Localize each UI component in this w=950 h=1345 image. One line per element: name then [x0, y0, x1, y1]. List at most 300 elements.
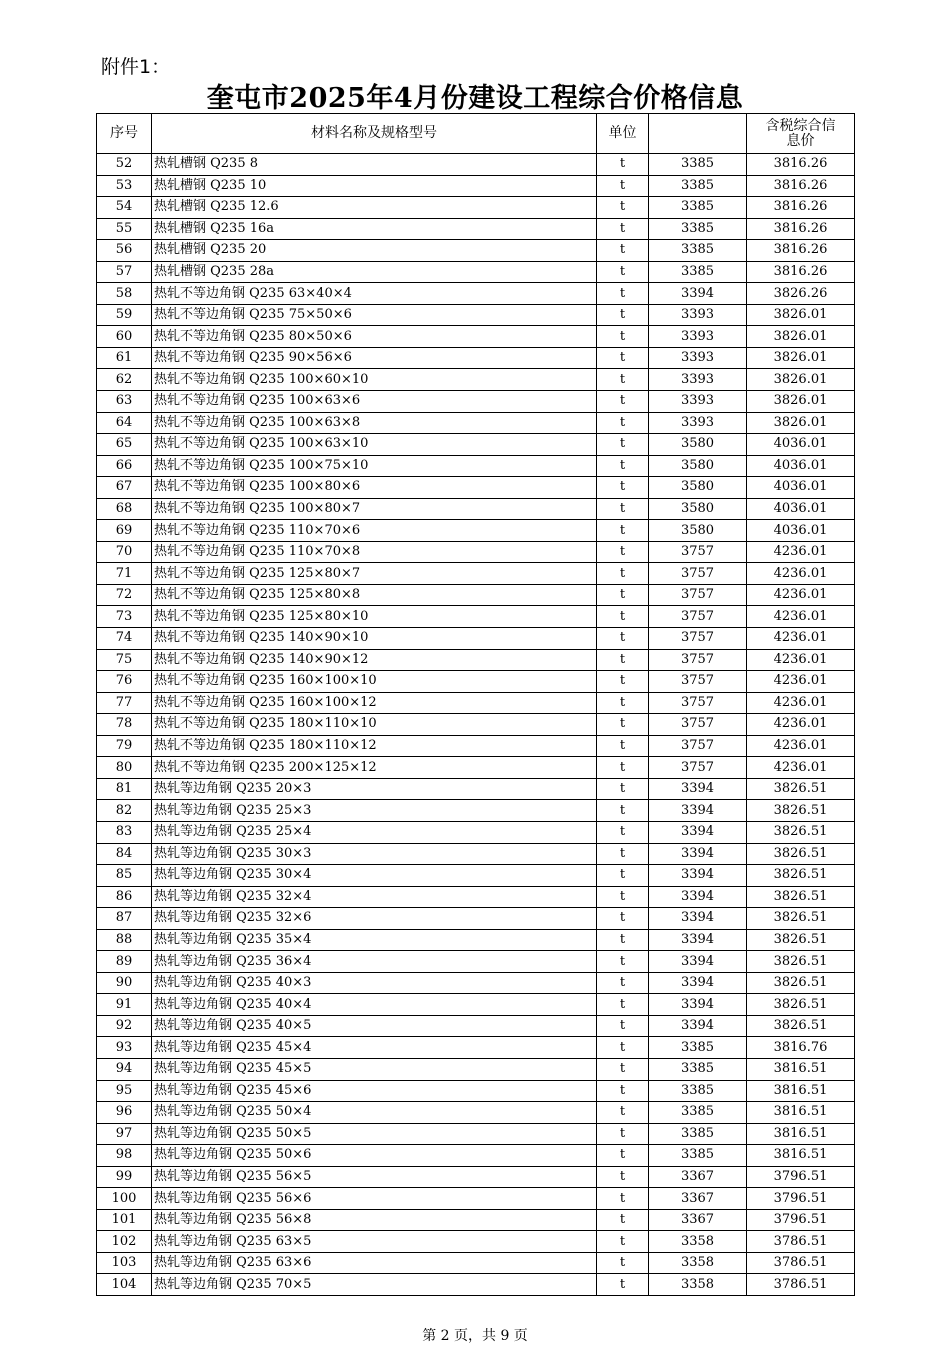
cell-price: 3816.26 [747, 154, 855, 176]
cell-no: 71 [97, 563, 152, 585]
cell-price: 3816.51 [747, 1058, 855, 1080]
cell-unit: t [597, 606, 649, 628]
cell-unit: t [597, 671, 649, 693]
cell-price: 3826.01 [747, 412, 855, 434]
cell-name: 热轧等边角钢 Q235 63×6 [152, 1252, 597, 1274]
cell-no: 52 [97, 154, 152, 176]
cell-price: 3826.26 [747, 283, 855, 305]
page-footer: 第 2 页，共 9 页 [422, 1328, 528, 1344]
table-row [97, 304, 855, 326]
cell-base: 3757 [649, 757, 747, 779]
cell-base: 3385 [649, 1080, 747, 1102]
cell-price: 3816.26 [747, 240, 855, 262]
cell-no: 63 [97, 391, 152, 413]
cell-price: 4036.01 [747, 434, 855, 456]
cell-price: 3786.51 [747, 1274, 855, 1296]
cell-unit: t [597, 520, 649, 542]
table-row [97, 1102, 855, 1124]
cell-base: 3757 [649, 584, 747, 606]
cell-price: 4236.01 [747, 714, 855, 736]
cell-unit: t [597, 649, 649, 671]
cell-no: 87 [97, 908, 152, 930]
cell-base: 3358 [649, 1231, 747, 1253]
cell-name: 热轧不等边角钢 Q235 140×90×10 [152, 628, 597, 650]
table-row [97, 347, 855, 369]
cell-unit: t [597, 865, 649, 887]
cell-unit: t [597, 175, 649, 197]
cell-unit: t [597, 455, 649, 477]
cell-unit: t [597, 391, 649, 413]
table-row [97, 1123, 855, 1145]
cell-unit: t [597, 541, 649, 563]
cell-unit: t [597, 197, 649, 219]
cell-no: 62 [97, 369, 152, 391]
cell-name: 热轧不等边角钢 Q235 100×60×10 [152, 369, 597, 391]
cell-base: 3367 [649, 1166, 747, 1188]
cell-no: 94 [97, 1058, 152, 1080]
table-row [97, 240, 855, 262]
cell-unit: t [597, 843, 649, 865]
table-row [97, 606, 855, 628]
cell-no: 85 [97, 865, 152, 887]
cell-unit: t [597, 972, 649, 994]
page-title: 奎屯市2025年4月份建设工程综合价格信息 [206, 83, 744, 114]
cell-no: 80 [97, 757, 152, 779]
cell-base: 3580 [649, 477, 747, 499]
table-row [97, 972, 855, 994]
cell-name: 热轧不等边角钢 Q235 80×50×6 [152, 326, 597, 348]
cell-no: 53 [97, 175, 152, 197]
cell-base: 3385 [649, 1037, 747, 1059]
cell-no: 93 [97, 1037, 152, 1059]
cell-name: 热轧等边角钢 Q235 25×3 [152, 800, 597, 822]
table-row [97, 951, 855, 973]
cell-name: 热轧等边角钢 Q235 50×6 [152, 1145, 597, 1167]
table-row [97, 261, 855, 283]
cell-base: 3394 [649, 972, 747, 994]
cell-base: 3385 [649, 240, 747, 262]
table-row [97, 541, 855, 563]
table-row [97, 671, 855, 693]
cell-name: 热轧等边角钢 Q235 56×8 [152, 1209, 597, 1231]
table-row [97, 1166, 855, 1188]
cell-name: 热轧等边角钢 Q235 50×4 [152, 1102, 597, 1124]
cell-price: 3826.51 [747, 886, 855, 908]
cell-base: 3394 [649, 929, 747, 951]
cell-name: 热轧不等边角钢 Q235 63×40×4 [152, 283, 597, 305]
table-row [97, 391, 855, 413]
cell-name: 热轧不等边角钢 Q235 160×100×12 [152, 692, 597, 714]
cell-name: 热轧不等边角钢 Q235 100×75×10 [152, 455, 597, 477]
table-row [97, 735, 855, 757]
cell-no: 55 [97, 218, 152, 240]
cell-no: 60 [97, 326, 152, 348]
cell-base: 3757 [649, 563, 747, 585]
cell-no: 84 [97, 843, 152, 865]
table-row [97, 1058, 855, 1080]
cell-unit: t [597, 1058, 649, 1080]
cell-base: 3393 [649, 412, 747, 434]
cell-base: 3394 [649, 865, 747, 887]
cell-base: 3394 [649, 886, 747, 908]
table-row [97, 778, 855, 800]
cell-base: 3393 [649, 391, 747, 413]
cell-unit: t [597, 326, 649, 348]
cell-unit: t [597, 584, 649, 606]
cell-price: 3826.51 [747, 778, 855, 800]
table-row [97, 283, 855, 305]
cell-base: 3393 [649, 347, 747, 369]
cell-base: 3394 [649, 778, 747, 800]
cell-base: 3757 [649, 606, 747, 628]
cell-base: 3757 [649, 735, 747, 757]
cell-price: 3826.01 [747, 304, 855, 326]
cell-price: 3826.01 [747, 326, 855, 348]
table-row [97, 714, 855, 736]
cell-price: 4236.01 [747, 541, 855, 563]
cell-name: 热轧不等边角钢 Q235 100×63×6 [152, 391, 597, 413]
cell-base: 3385 [649, 1145, 747, 1167]
table-row [97, 865, 855, 887]
cell-no: 102 [97, 1231, 152, 1253]
cell-no: 57 [97, 261, 152, 283]
cell-name: 热轧等边角钢 Q235 36×4 [152, 951, 597, 973]
table-row [97, 649, 855, 671]
cell-name: 热轧不等边角钢 Q235 160×100×10 [152, 671, 597, 693]
cell-price: 4036.01 [747, 477, 855, 499]
cell-base: 3393 [649, 326, 747, 348]
cell-base: 3580 [649, 455, 747, 477]
cell-name: 热轧不等边角钢 Q235 125×80×8 [152, 584, 597, 606]
cell-base: 3394 [649, 843, 747, 865]
cell-name: 热轧不等边角钢 Q235 180×110×12 [152, 735, 597, 757]
cell-price: 3796.51 [747, 1188, 855, 1210]
cell-base: 3580 [649, 498, 747, 520]
table-row [97, 929, 855, 951]
cell-unit: t [597, 1037, 649, 1059]
cell-no: 78 [97, 714, 152, 736]
cell-name: 热轧等边角钢 Q235 63×5 [152, 1231, 597, 1253]
cell-name: 热轧等边角钢 Q235 35×4 [152, 929, 597, 951]
cell-price: 3826.51 [747, 908, 855, 930]
cell-unit: t [597, 757, 649, 779]
header-no: 序号 [97, 114, 152, 154]
cell-unit: t [597, 1188, 649, 1210]
cell-no: 70 [97, 541, 152, 563]
cell-price: 3826.51 [747, 865, 855, 887]
cell-no: 73 [97, 606, 152, 628]
cell-unit: t [597, 951, 649, 973]
table-row [97, 800, 855, 822]
cell-name: 热轧不等边角钢 Q235 110×70×6 [152, 520, 597, 542]
header-price-label: 含税综合信息价 [765, 117, 836, 149]
cell-no: 91 [97, 994, 152, 1016]
cell-base: 3394 [649, 994, 747, 1016]
table-row [97, 197, 855, 219]
attachment-label: 附件1： [101, 56, 171, 78]
cell-base: 3385 [649, 1123, 747, 1145]
table-row [97, 886, 855, 908]
cell-no: 74 [97, 628, 152, 650]
cell-price: 4236.01 [747, 692, 855, 714]
cell-name: 热轧不等边角钢 Q235 125×80×7 [152, 563, 597, 585]
cell-base: 3358 [649, 1252, 747, 1274]
cell-no: 77 [97, 692, 152, 714]
cell-base: 3393 [649, 304, 747, 326]
cell-unit: t [597, 563, 649, 585]
cell-unit: t [597, 994, 649, 1016]
cell-name: 热轧等边角钢 Q235 25×4 [152, 821, 597, 843]
cell-no: 97 [97, 1123, 152, 1145]
cell-name: 热轧等边角钢 Q235 32×4 [152, 886, 597, 908]
cell-no: 79 [97, 735, 152, 757]
cell-unit: t [597, 369, 649, 391]
cell-price: 3816.76 [747, 1037, 855, 1059]
cell-base: 3385 [649, 261, 747, 283]
cell-no: 65 [97, 434, 152, 456]
cell-price: 4036.01 [747, 520, 855, 542]
cell-price: 4236.01 [747, 606, 855, 628]
cell-unit: t [597, 1231, 649, 1253]
cell-no: 54 [97, 197, 152, 219]
cell-no: 59 [97, 304, 152, 326]
table-row [97, 994, 855, 1016]
cell-price: 3816.26 [747, 218, 855, 240]
cell-unit: t [597, 1102, 649, 1124]
cell-base: 3385 [649, 197, 747, 219]
cell-no: 72 [97, 584, 152, 606]
cell-name: 热轧等边角钢 Q235 70×5 [152, 1274, 597, 1296]
cell-name: 热轧不等边角钢 Q235 100×80×7 [152, 498, 597, 520]
cell-price: 4236.01 [747, 584, 855, 606]
cell-no: 98 [97, 1145, 152, 1167]
cell-price: 4036.01 [747, 455, 855, 477]
cell-unit: t [597, 283, 649, 305]
cell-name: 热轧不等边角钢 Q235 100×63×10 [152, 434, 597, 456]
table-row [97, 326, 855, 348]
cell-unit: t [597, 477, 649, 499]
cell-no: 101 [97, 1209, 152, 1231]
cell-unit: t [597, 154, 649, 176]
cell-name: 热轧不等边角钢 Q235 100×63×8 [152, 412, 597, 434]
cell-unit: t [597, 1080, 649, 1102]
header-base [649, 114, 747, 154]
cell-no: 83 [97, 821, 152, 843]
cell-name: 热轧槽钢 Q235 10 [152, 175, 597, 197]
table-row [97, 520, 855, 542]
cell-unit: t [597, 800, 649, 822]
cell-no: 100 [97, 1188, 152, 1210]
header-name: 材料名称及规格型号 [152, 114, 597, 154]
cell-base: 3385 [649, 175, 747, 197]
cell-price: 3826.51 [747, 800, 855, 822]
cell-price: 3796.51 [747, 1209, 855, 1231]
table-row [97, 1231, 855, 1253]
cell-price: 3826.01 [747, 369, 855, 391]
table-row [97, 843, 855, 865]
table-row [97, 563, 855, 585]
table-row [97, 821, 855, 843]
cell-base: 3385 [649, 1102, 747, 1124]
cell-unit: t [597, 240, 649, 262]
table-row [97, 1252, 855, 1274]
table-body [97, 154, 855, 1296]
cell-name: 热轧等边角钢 Q235 40×5 [152, 1015, 597, 1037]
cell-price: 3816.51 [747, 1145, 855, 1167]
cell-name: 热轧等边角钢 Q235 30×4 [152, 865, 597, 887]
cell-no: 82 [97, 800, 152, 822]
table-row [97, 412, 855, 434]
cell-price: 3826.51 [747, 994, 855, 1016]
table-row [97, 757, 855, 779]
cell-name: 热轧等边角钢 Q235 45×6 [152, 1080, 597, 1102]
cell-price: 3796.51 [747, 1166, 855, 1188]
cell-unit: t [597, 1015, 649, 1037]
cell-base: 3385 [649, 218, 747, 240]
table-row [97, 455, 855, 477]
cell-no: 88 [97, 929, 152, 951]
cell-price: 3826.51 [747, 843, 855, 865]
cell-name: 热轧等边角钢 Q235 50×5 [152, 1123, 597, 1145]
cell-unit: t [597, 1252, 649, 1274]
cell-name: 热轧槽钢 Q235 8 [152, 154, 597, 176]
cell-name: 热轧等边角钢 Q235 30×3 [152, 843, 597, 865]
cell-name: 热轧槽钢 Q235 20 [152, 240, 597, 262]
header-unit: 单位 [597, 114, 649, 154]
cell-name: 热轧等边角钢 Q235 45×5 [152, 1058, 597, 1080]
cell-no: 66 [97, 455, 152, 477]
cell-name: 热轧不等边角钢 Q235 125×80×10 [152, 606, 597, 628]
cell-price: 4236.01 [747, 563, 855, 585]
cell-base: 3394 [649, 951, 747, 973]
table-row [97, 1274, 855, 1296]
cell-name: 热轧不等边角钢 Q235 140×90×12 [152, 649, 597, 671]
cell-base: 3393 [649, 369, 747, 391]
cell-unit: t [597, 1166, 649, 1188]
cell-no: 86 [97, 886, 152, 908]
table-row [97, 1188, 855, 1210]
cell-base: 3385 [649, 1058, 747, 1080]
cell-base: 3394 [649, 1015, 747, 1037]
cell-no: 96 [97, 1102, 152, 1124]
cell-no: 64 [97, 412, 152, 434]
cell-base: 3367 [649, 1188, 747, 1210]
cell-price: 4236.01 [747, 649, 855, 671]
table-row [97, 908, 855, 930]
cell-name: 热轧不等边角钢 Q235 110×70×8 [152, 541, 597, 563]
cell-base: 3394 [649, 800, 747, 822]
price-table [96, 113, 855, 1296]
cell-unit: t [597, 929, 649, 951]
cell-unit: t [597, 692, 649, 714]
cell-no: 95 [97, 1080, 152, 1102]
cell-price: 4236.01 [747, 628, 855, 650]
cell-base: 3580 [649, 434, 747, 456]
cell-price: 4236.01 [747, 735, 855, 757]
cell-unit: t [597, 714, 649, 736]
cell-base: 3394 [649, 821, 747, 843]
cell-base: 3358 [649, 1274, 747, 1296]
cell-no: 89 [97, 951, 152, 973]
cell-no: 76 [97, 671, 152, 693]
cell-name: 热轧不等边角钢 Q235 90×56×6 [152, 347, 597, 369]
cell-price: 3786.51 [747, 1252, 855, 1274]
cell-base: 3757 [649, 714, 747, 736]
table-row [97, 175, 855, 197]
cell-price: 3826.51 [747, 972, 855, 994]
cell-base: 3394 [649, 283, 747, 305]
cell-name: 热轧等边角钢 Q235 20×3 [152, 778, 597, 800]
table-row [97, 218, 855, 240]
cell-no: 104 [97, 1274, 152, 1296]
cell-base: 3757 [649, 671, 747, 693]
cell-base: 3757 [649, 649, 747, 671]
header-price [747, 114, 855, 154]
cell-price: 4036.01 [747, 498, 855, 520]
table-row [97, 477, 855, 499]
cell-unit: t [597, 735, 649, 757]
cell-price: 3816.26 [747, 261, 855, 283]
cell-unit: t [597, 218, 649, 240]
cell-no: 61 [97, 347, 152, 369]
cell-name: 热轧不等边角钢 Q235 100×80×6 [152, 477, 597, 499]
table-row [97, 584, 855, 606]
cell-no: 103 [97, 1252, 152, 1274]
cell-base: 3757 [649, 628, 747, 650]
cell-unit: t [597, 347, 649, 369]
cell-base: 3757 [649, 692, 747, 714]
cell-base: 3367 [649, 1209, 747, 1231]
cell-price: 3826.51 [747, 951, 855, 973]
cell-name: 热轧不等边角钢 Q235 180×110×10 [152, 714, 597, 736]
cell-no: 99 [97, 1166, 152, 1188]
cell-name: 热轧不等边角钢 Q235 75×50×6 [152, 304, 597, 326]
cell-base: 3757 [649, 541, 747, 563]
cell-price: 3816.26 [747, 175, 855, 197]
cell-price: 3816.51 [747, 1123, 855, 1145]
table-row [97, 154, 855, 176]
table-row [97, 1015, 855, 1037]
cell-unit: t [597, 434, 649, 456]
cell-base: 3580 [649, 520, 747, 542]
cell-name: 热轧槽钢 Q235 16a [152, 218, 597, 240]
cell-unit: t [597, 261, 649, 283]
cell-unit: t [597, 628, 649, 650]
cell-unit: t [597, 1209, 649, 1231]
cell-unit: t [597, 304, 649, 326]
cell-no: 67 [97, 477, 152, 499]
table-row [97, 1209, 855, 1231]
cell-name: 热轧等边角钢 Q235 40×4 [152, 994, 597, 1016]
cell-name: 热轧等边角钢 Q235 56×6 [152, 1188, 597, 1210]
cell-unit: t [597, 1145, 649, 1167]
cell-no: 81 [97, 778, 152, 800]
cell-price: 3826.51 [747, 1015, 855, 1037]
table-row [97, 1145, 855, 1167]
cell-price: 4236.01 [747, 757, 855, 779]
table-row [97, 498, 855, 520]
cell-unit: t [597, 1274, 649, 1296]
cell-unit: t [597, 778, 649, 800]
cell-name: 热轧等边角钢 Q235 56×5 [152, 1166, 597, 1188]
cell-name: 热轧等边角钢 Q235 32×6 [152, 908, 597, 930]
table-row [97, 369, 855, 391]
cell-price: 3816.26 [747, 197, 855, 219]
cell-no: 90 [97, 972, 152, 994]
cell-no: 69 [97, 520, 152, 542]
cell-price: 3816.51 [747, 1102, 855, 1124]
table-row [97, 434, 855, 456]
